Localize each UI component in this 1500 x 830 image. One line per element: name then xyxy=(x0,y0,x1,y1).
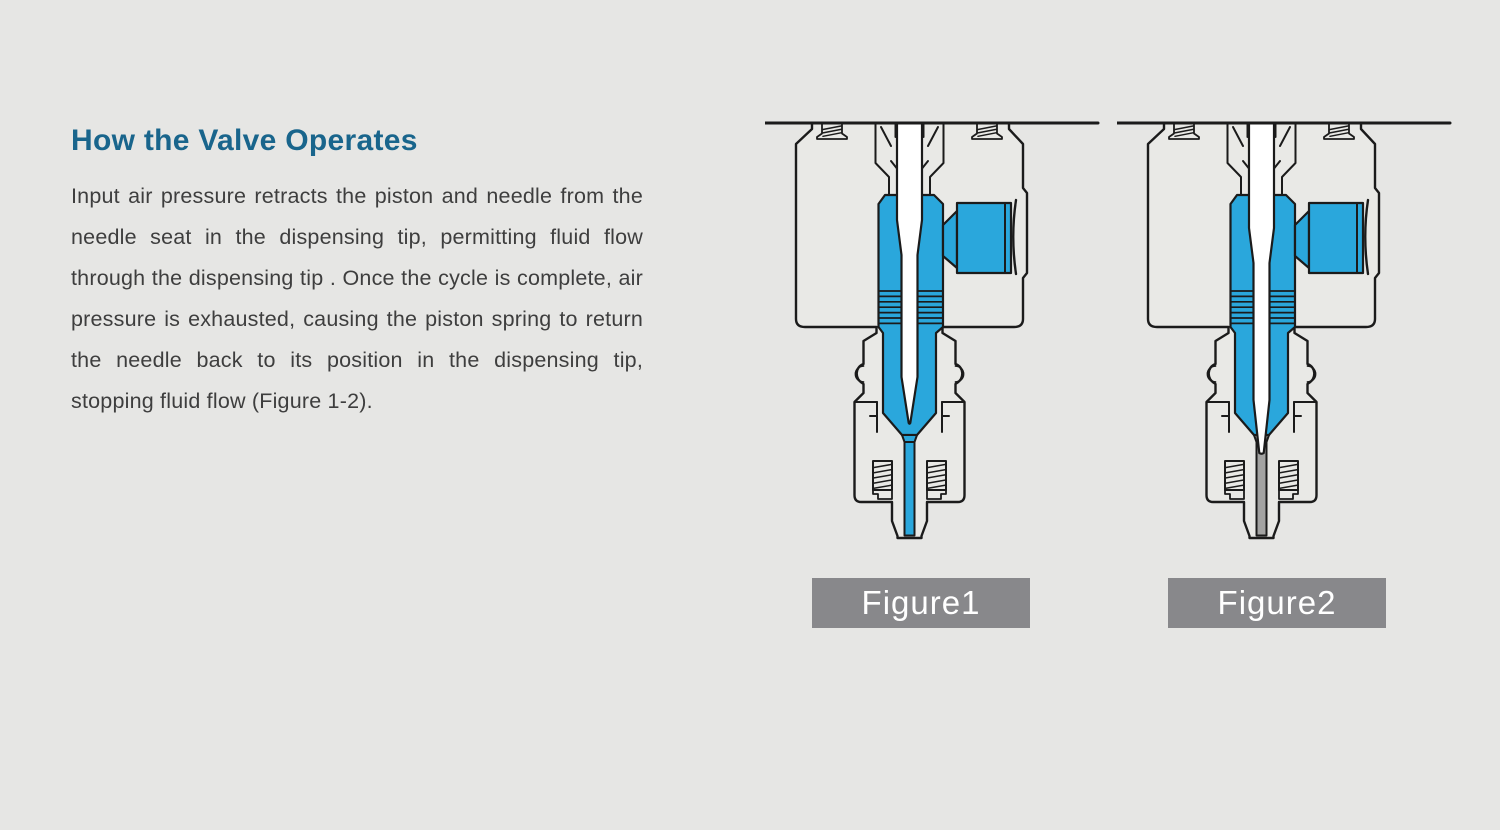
valve-diagram-figure-1 xyxy=(765,115,1105,545)
figure1-label-text: Figure1 xyxy=(861,584,981,621)
valve-diagram-figure-2 xyxy=(1117,115,1457,545)
figure1-label xyxy=(812,578,1030,628)
body-paragraph: Input air pressure retracts the piston and needle from the needle seat in the dispensing tip, permitting fluid flow through the dispensing tip . Once the cycle is complete, air pressure is exhausted, causing the piston spring to return the needle back to its position in the dispensing tip, stopping fluid flow (Figure 1-2). xyxy=(71,184,643,413)
valve-cross-section-closed-svg xyxy=(1117,115,1457,545)
article xyxy=(71,124,643,422)
figure2-label-text: Figure2 xyxy=(1217,584,1337,621)
figure2-label xyxy=(1168,578,1386,628)
valve-cross-section-open-svg xyxy=(765,115,1105,545)
page-title: How the Valve Operates xyxy=(71,124,418,157)
